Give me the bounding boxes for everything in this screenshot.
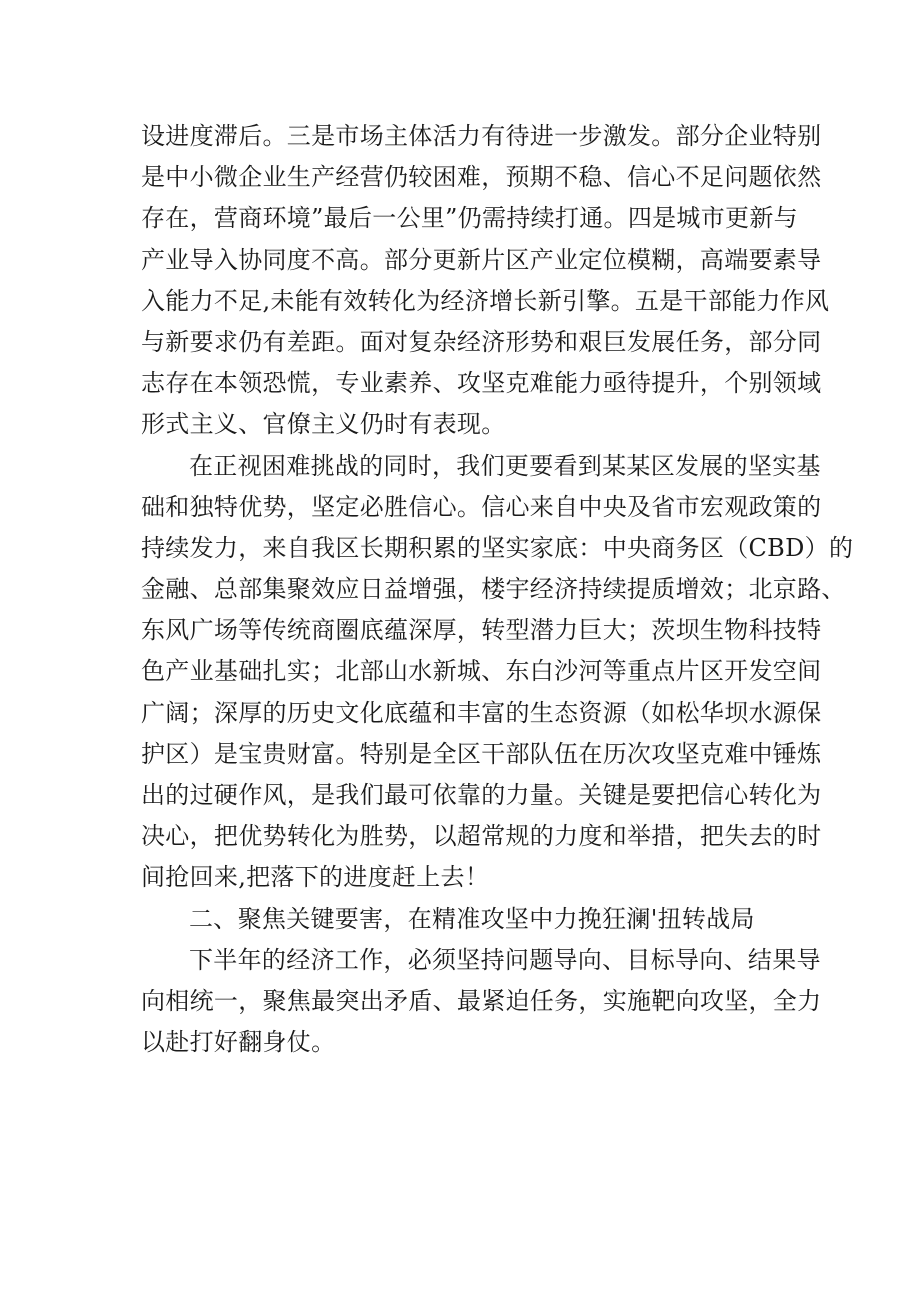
text-line: 出的过硬作风，是我们最可依靠的力量。关键是要把信心转化为 (141, 781, 822, 809)
text-line: 设进度滞后。三是市场主体活力有待进一步激发。部分企业特别 (141, 122, 822, 150)
text-line: 是中小微企业生产经营仍较困难，预期不稳、信心不足问题依然 (141, 163, 822, 192)
text-line: 入能力不足,未能有效转化为经济增长新引擎。五是干部能力作风 (141, 286, 830, 315)
section-heading: 二、聚焦关键要害，在精准攻坚中力挽狂澜'扭转战局 (189, 904, 755, 933)
text-line: 志存在本领恐慌，专业素养、攻坚克难能力亟待提升，个别领域 (141, 369, 822, 398)
text-line: 存在，营商环境”最后一公里”仍需持续打通。四是城市更新与 (141, 204, 798, 233)
paragraph-second-half (141, 940, 822, 1064)
text-line: 向相统一，聚焦最突出矛盾、最紧迫任务，实施靶向攻坚，全力 (141, 986, 822, 1015)
text-line: 广阔；深厚的历史文化底蕴和丰富的生态资源（如松华坝水源保 (141, 698, 822, 727)
text-line: 护区）是宝贵财富。特别是全区干部队伍在历次攻坚克难中锤炼 (141, 739, 822, 768)
text-line: 与新要求仍有差距。面对复杂经济形势和艰巨发展任务，部分同 (141, 327, 822, 356)
text-line: 下半年的经济工作，必须坚持问题导向、目标导向、结果导 (189, 945, 821, 974)
text-line: 金融、总部集聚效应日益增强，楼宇经济持续提质增效；北京路、 (141, 575, 846, 604)
text-line: 决心，把优势转化为胜势，以超常规的力度和举措，把失去的时 (141, 822, 822, 851)
text-line: 持续发力，来自我区长期积累的坚实家底：中央商务区（CBD）的 (141, 533, 854, 562)
document-body (141, 116, 854, 1063)
text-line: 产业导入协同度不高。部分更新片区产业定位模糊，高端要素导 (141, 245, 822, 274)
text-line: 间抢回来,把落下的进度赶上去！ (141, 863, 490, 892)
text-line: 形式主义、官僚主义仍时有表现。 (141, 410, 506, 439)
text-line: 以赴打好翻身仗。 (141, 1028, 336, 1057)
text-line: 础和独特优势，坚定必胜信心。信心来自中央及省市宏观政策的 (141, 492, 822, 521)
text-line: 色产业基础扎实；北部山水新城、东白沙河等重点片区开发空间 (141, 657, 822, 686)
paragraph-confidence (141, 446, 854, 899)
text-line: 东风广场等传统商圈底蕴深厚，转型潜力巨大；茨坝生物科技特 (141, 616, 822, 645)
paragraph-problems (141, 116, 830, 446)
text-line: 在正视困难挑战的同时，我们更要看到某某区发展的坚实基 (189, 451, 821, 480)
